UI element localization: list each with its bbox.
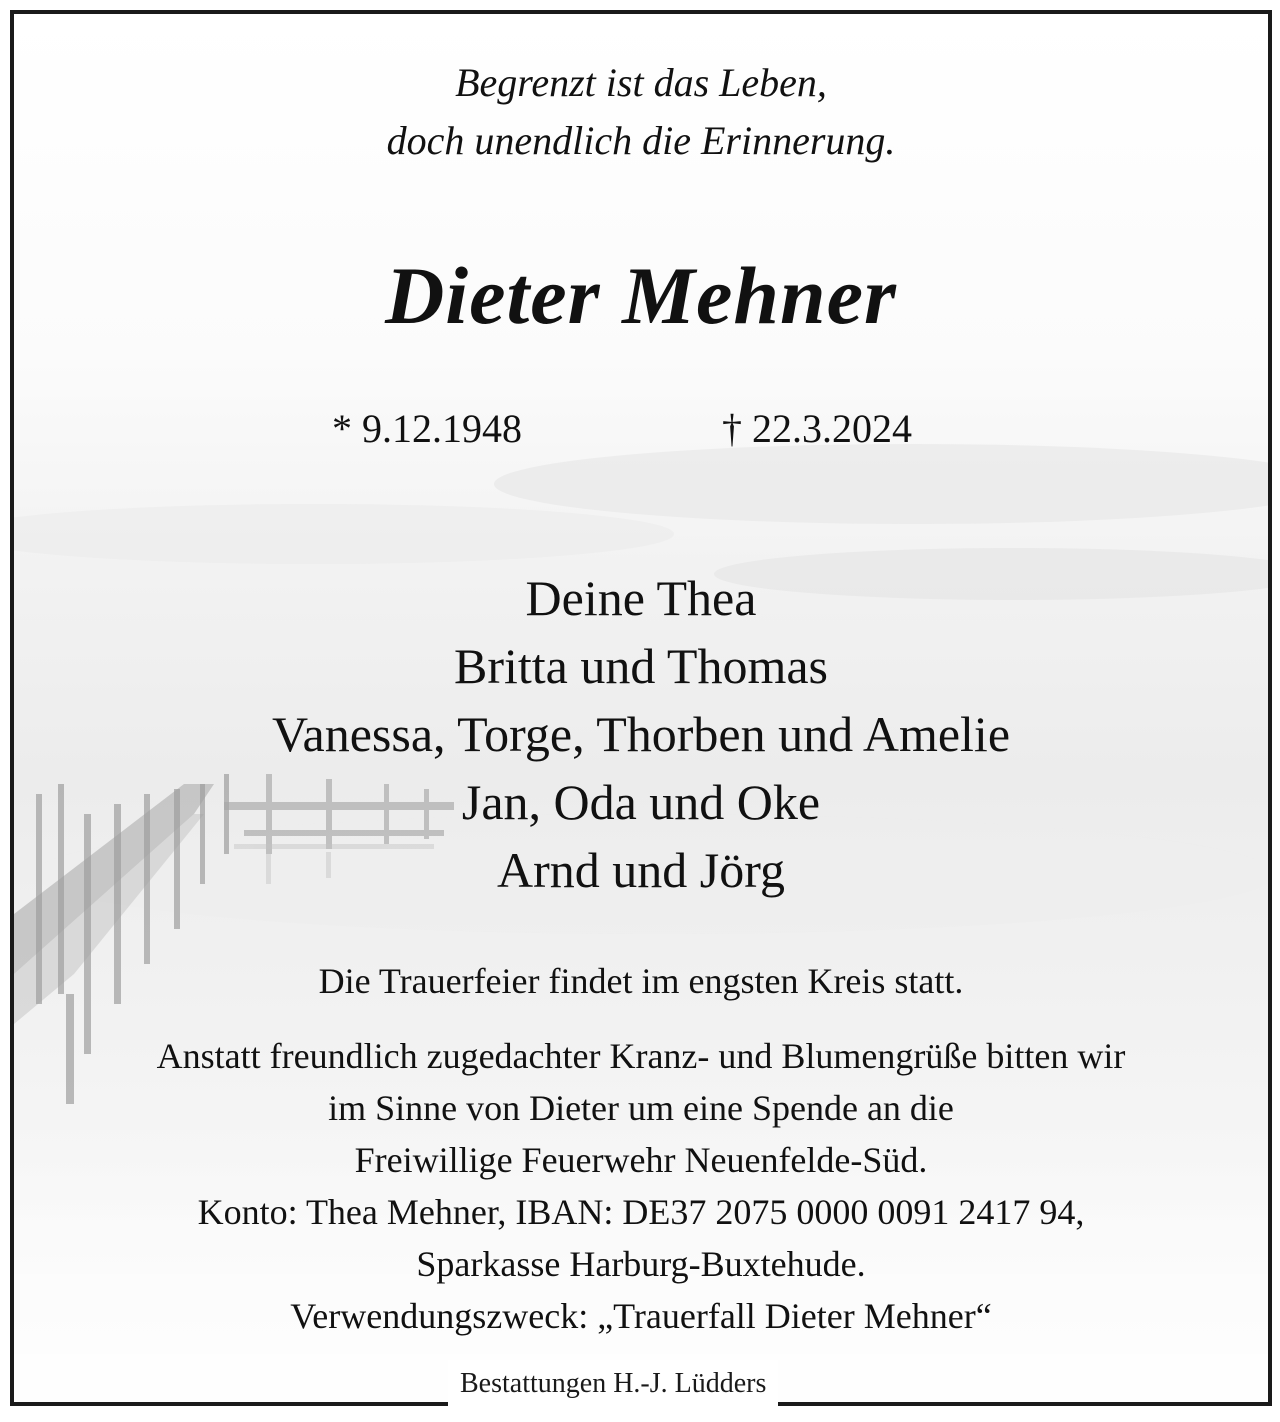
- mourner-line: Arnd und Jörg: [497, 842, 785, 898]
- donation-line: Sparkasse Harburg-Buxtehude.: [416, 1244, 866, 1284]
- donation-line: Freiwillige Feuerwehr Neuenfelde-Süd.: [354, 1140, 928, 1180]
- ceremony-note: Die Trauerfeier findet im engsten Kreis statt.: [318, 961, 964, 1001]
- donation-line: Verwendungszweck: „Trauerfall Dieter Mehner“: [290, 1296, 992, 1336]
- mourner-line: Vanessa, Torge, Thorben und Amelie: [271, 706, 1011, 762]
- mourner-line: Jan, Oda und Oke: [461, 774, 821, 830]
- mourner-line: Britta und Thomas: [453, 638, 829, 694]
- memorial-verse-line: Begrenzt ist das Leben,: [455, 60, 827, 105]
- donation-line: Anstatt freundlich zugedachter Kranz- und Blumengrüße bitten wir: [156, 1036, 1126, 1076]
- mourners-list: [14, 564, 1268, 904]
- mourner-line: Deine Thea: [525, 570, 757, 626]
- memorial-verse: [14, 54, 1268, 170]
- donation-line: Konto: Thea Mehner, IBAN: DE37 2075 0000 0091 2417 94,: [197, 1192, 1085, 1232]
- deceased-name: Dieter Mehner: [385, 250, 897, 341]
- obituary-content: [14, 14, 1268, 1402]
- donation-line: im Sinne von Dieter um eine Spende an die: [328, 1088, 954, 1128]
- obituary-frame: [10, 10, 1272, 1406]
- funeral-home-label: Bestattungen H.-J. Lüdders: [448, 1360, 778, 1408]
- donation-request: [14, 1030, 1268, 1342]
- memorial-verse-line: doch unendlich die Erinnerung.: [386, 118, 896, 163]
- life-dates: [14, 404, 1268, 454]
- death-date: † 22.3.2024: [722, 406, 912, 451]
- birth-date: * 9.12.1948: [332, 406, 522, 451]
